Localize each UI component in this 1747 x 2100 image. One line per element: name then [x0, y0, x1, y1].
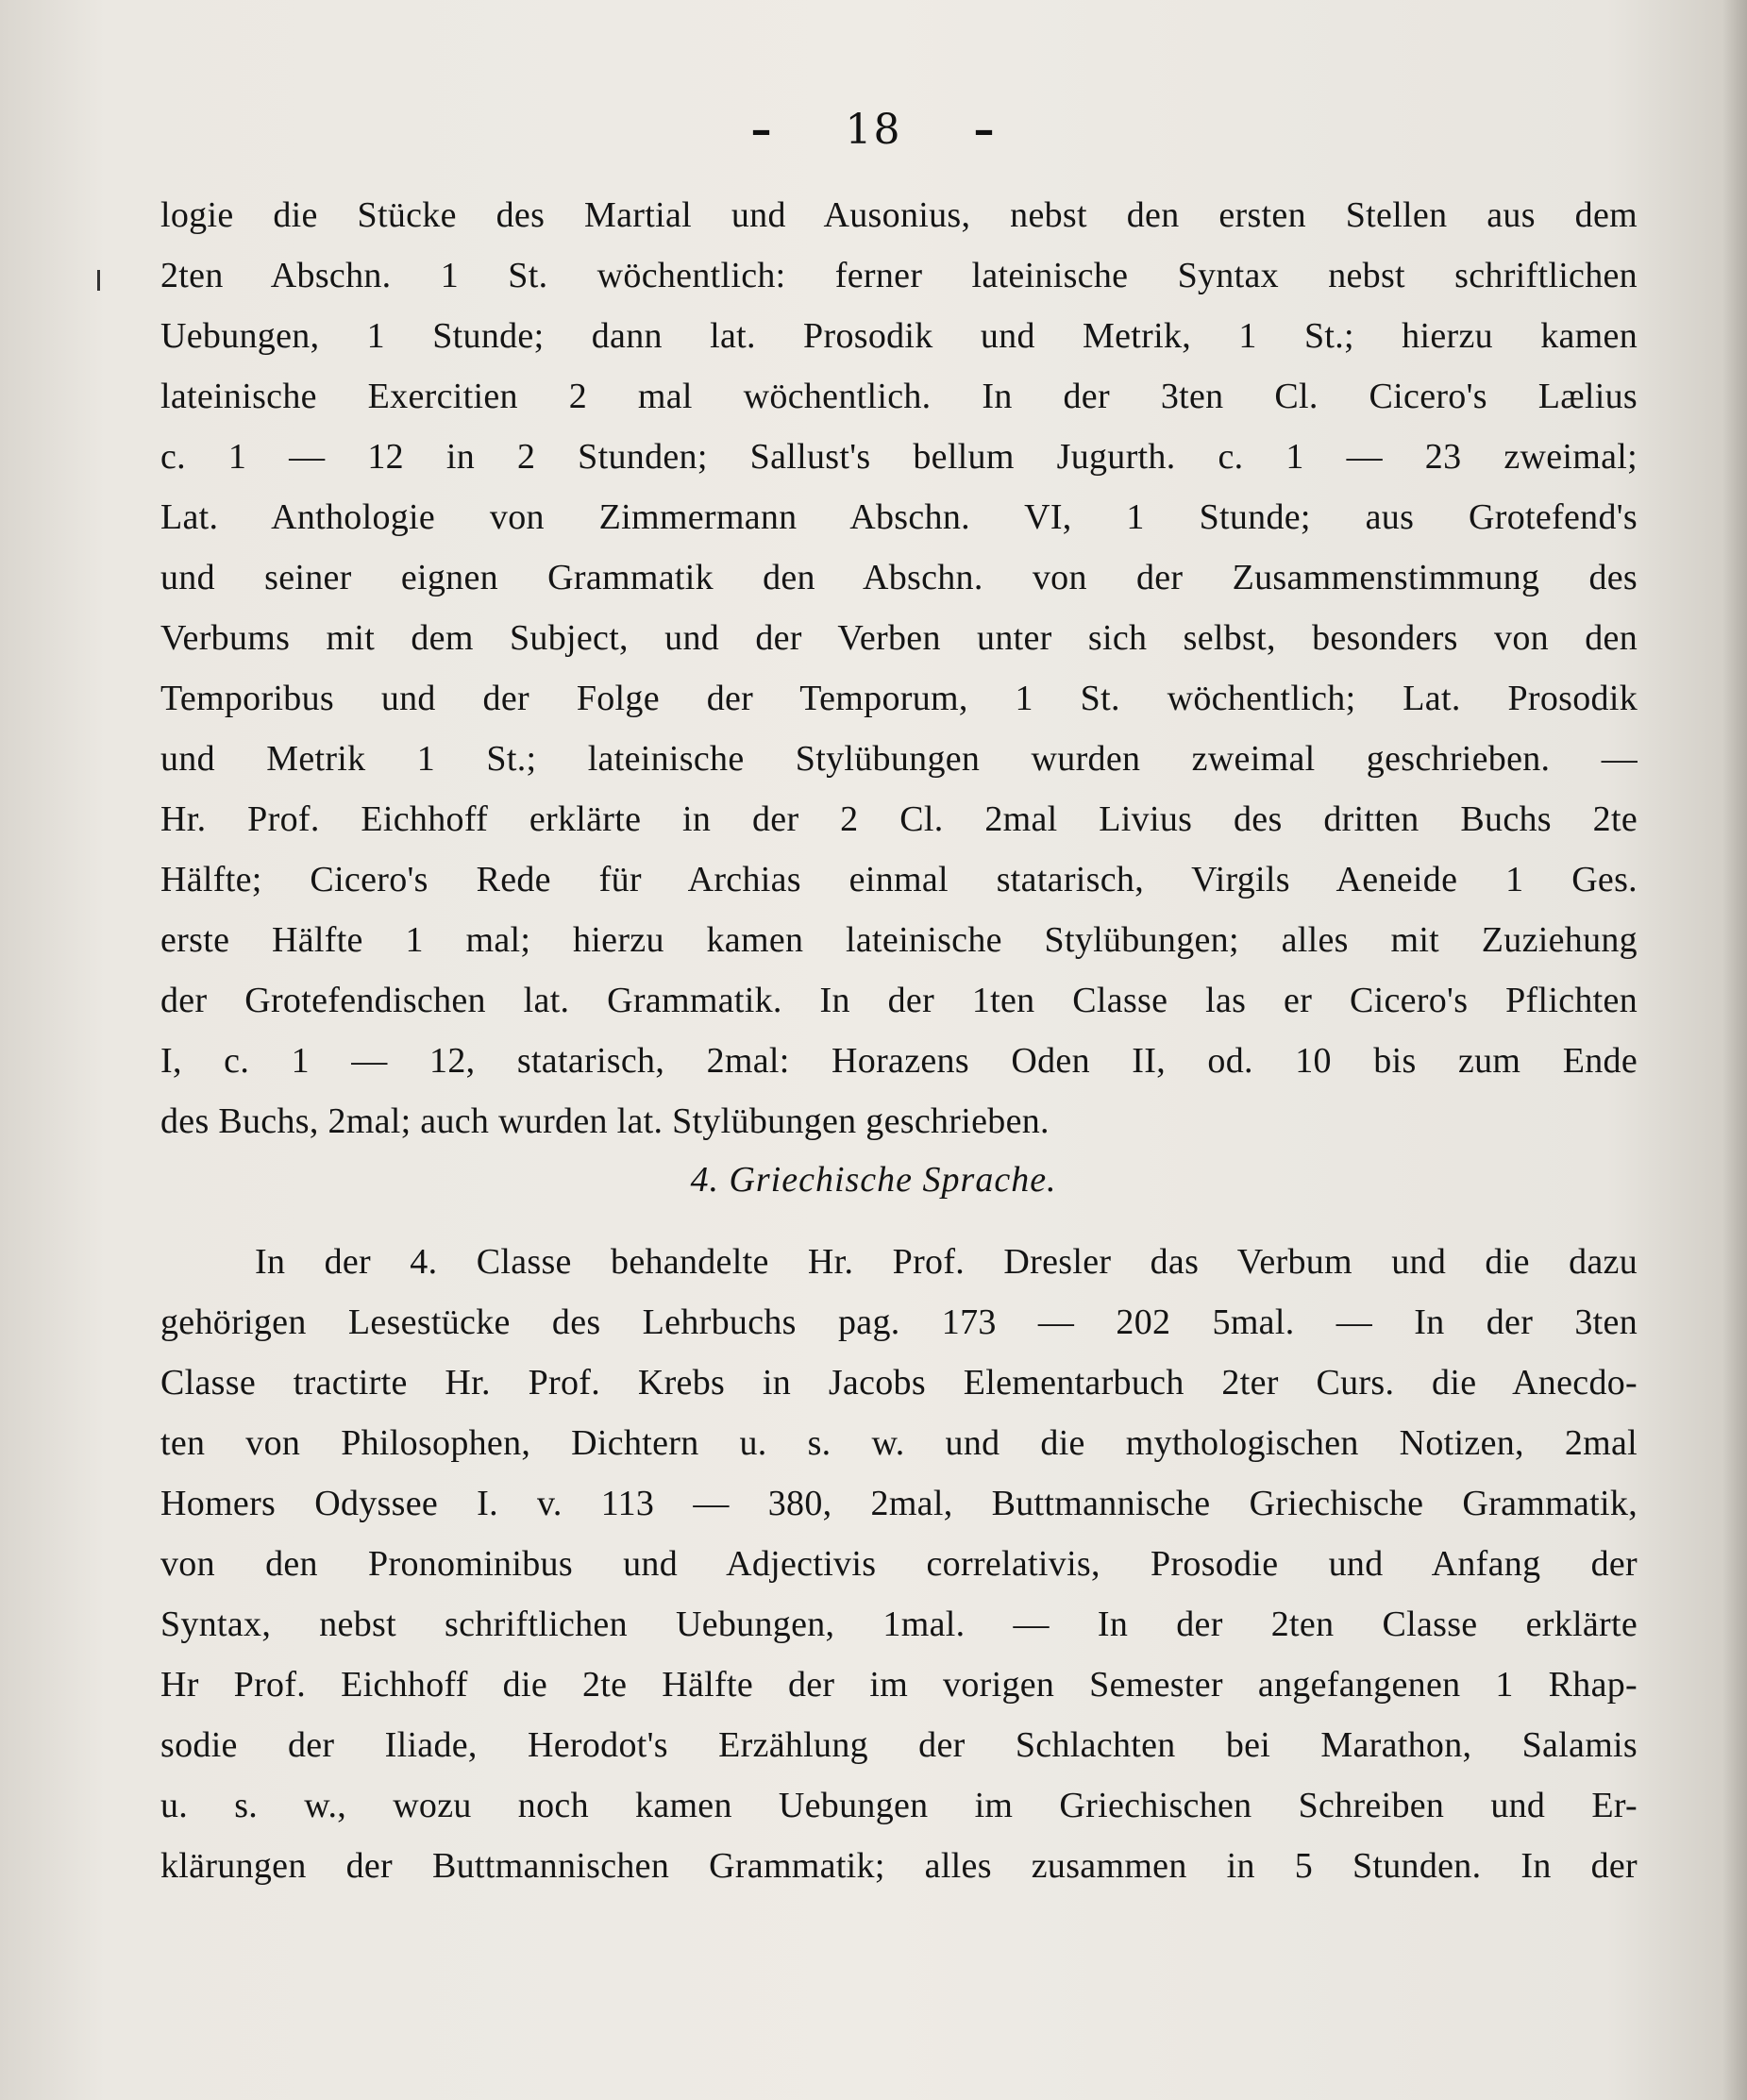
paragraph-latin-continued — [160, 185, 1638, 1151]
text-line: ten von Philosophen, Dichtern u. s. w. und die mythologischen Notizen, 2mal — [160, 1423, 1638, 1463]
header-dash-left: – — [750, 106, 774, 154]
section-heading: 4. Griechische Sprache. — [690, 1160, 1057, 1200]
text-line: und Metrik 1 St.; lateinische Stylübungen wurden zweimal geschrieben. — — [160, 739, 1638, 779]
text-line: Hälfte; Cicero's Rede für Archias einmal statarisch, Virgils Aeneide 1 Ges. — [160, 860, 1638, 899]
text-line: Temporibus und der Folge der Temporum, 1 St. wöchentlich; Lat. Prosodik — [160, 679, 1638, 718]
margin-mark — [97, 270, 100, 291]
text-line: In der 4. Classe behandelte Hr. Prof. Dresler das Verbum und die dazu — [255, 1242, 1638, 1282]
text-line: Lat. Anthologie von Zimmermann Abschn. VI, 1 Stunde; aus Grotefend's — [160, 497, 1638, 537]
text-line: u. s. w., wozu noch kamen Uebungen im Griechischen Schreiben und Er- — [160, 1786, 1638, 1825]
text-line: gehörigen Lesestücke des Lehrbuchs pag. 173 — 202 5mal. — In der 3ten — [160, 1302, 1638, 1342]
paragraph-greek — [160, 1232, 1638, 1896]
text-line: logie die Stücke des Martial und Ausonius, nebst den ersten Stellen aus dem — [160, 195, 1638, 235]
text-line: und seiner eignen Grammatik den Abschn. von der Zusammenstimmung des — [160, 558, 1638, 597]
text-line: klärungen der Buttmannischen Grammatik; alles zusammen in 5 Stunden. In der — [160, 1846, 1638, 1886]
text-line: lateinische Exercitien 2 mal wöchentlich. In der 3ten Cl. Cicero's Lælius — [160, 377, 1638, 416]
text-line: sodie der Iliade, Herodot's Erzählung der Schlachten bei Marathon, Salamis — [160, 1725, 1638, 1765]
header-dash-right: – — [973, 106, 997, 154]
text-line: der Grotefendischen lat. Grammatik. In der 1ten Classe las er Cicero's Pflichten — [160, 981, 1638, 1020]
text-line: Verbums mit dem Subject, und der Verben unter sich selbst, besonders von den — [160, 618, 1638, 658]
text-line: I, c. 1 — 12, statarisch, 2mal: Horazens Oden II, od. 10 bis zum Ende — [160, 1041, 1638, 1081]
text-line: c. 1 — 12 in 2 Stunden; Sallust's bellum Jugurth. c. 1 — 23 zweimal; — [160, 437, 1638, 477]
text-line: Hr Prof. Eichhoff die 2te Hälfte der im vorigen Semester angefangenen 1 Rhap- — [160, 1665, 1638, 1705]
text-line: Homers Odyssee I. v. 113 — 380, 2mal, Buttmannische Griechische Grammatik, — [160, 1484, 1638, 1523]
text-line: Hr. Prof. Eichhoff erklärte in der 2 Cl. 2mal Livius des dritten Buchs 2te — [160, 799, 1638, 839]
text-line: 2ten Abschn. 1 St. wöchentlich: ferner lateinische Syntax nebst schriftlichen — [160, 256, 1638, 295]
page-header — [0, 106, 1747, 154]
text-line: des Buchs, 2mal; auch wurden lat. Stylübungen geschrieben. — [160, 1101, 1050, 1141]
text-line: Uebungen, 1 Stunde; dann lat. Prosodik und Metrik, 1 St.; hierzu kamen — [160, 316, 1638, 356]
text-line: Classe tractirte Hr. Prof. Krebs in Jacobs Elementarbuch 2ter Curs. die Anecdo- — [160, 1363, 1638, 1403]
page-number: 18 — [845, 106, 902, 154]
text-line: erste Hälfte 1 mal; hierzu kamen lateinische Stylübungen; alles mit Zuziehung — [160, 920, 1638, 960]
text-line: von den Pronominibus und Adjectivis correlativis, Prosodie und Anfang der — [160, 1544, 1638, 1584]
text-line: Syntax, nebst schriftlichen Uebungen, 1mal. — In der 2ten Classe erklärte — [160, 1604, 1638, 1644]
